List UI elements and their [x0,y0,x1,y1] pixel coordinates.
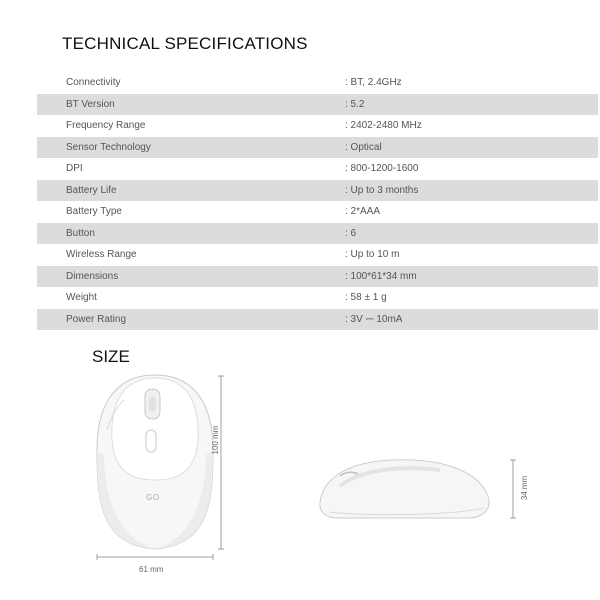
spec-value: : 58 ± 1 g [345,292,387,304]
spec-value: : 800-1200-1600 [345,163,419,175]
scroll-wheel-detail [149,396,156,412]
spec-value: : Optical [345,141,382,153]
logo-text: GO [146,493,160,502]
spec-label: Battery Life [66,184,117,196]
size-title: SIZE [92,347,130,366]
spec-label: Battery Type [66,206,122,218]
spec-label: Power Rating [66,313,127,325]
spec-label: Sensor Technology [66,141,151,153]
spec-value: : 5.2 [345,98,365,110]
spec-value: : 100*61*34 mm [345,270,417,282]
spec-value: : BT, 2.4GHz [345,77,402,89]
spec-label: Dimensions [66,270,119,282]
page-title: TECHNICAL SPECIFICATIONS [62,34,308,53]
spec-value: : Up to 3 months [345,184,419,196]
spec-value: : 6 [345,227,357,239]
spec-value: : 2*AAA [345,206,381,218]
width-label: 61 mm [139,565,164,574]
height-label: 34 mm [520,475,529,501]
length-label: 100 mm [211,425,220,455]
spec-label: DPI [66,163,83,175]
spec-label: Weight [66,292,97,304]
spec-value: : Up to 10 m [345,249,400,261]
spec-value: : 3V ⎓ 10mA [345,313,403,325]
spec-value: : 2402-2480 MHz [345,120,422,132]
spec-label: Wireless Range [66,249,137,261]
spec-label: Button [66,227,95,239]
spec-label: Connectivity [66,77,121,89]
spec-label: BT Version [66,98,115,110]
dpi-button [146,430,156,452]
spec-label: Frequency Range [66,120,146,132]
mouse-side-view [320,460,516,518]
